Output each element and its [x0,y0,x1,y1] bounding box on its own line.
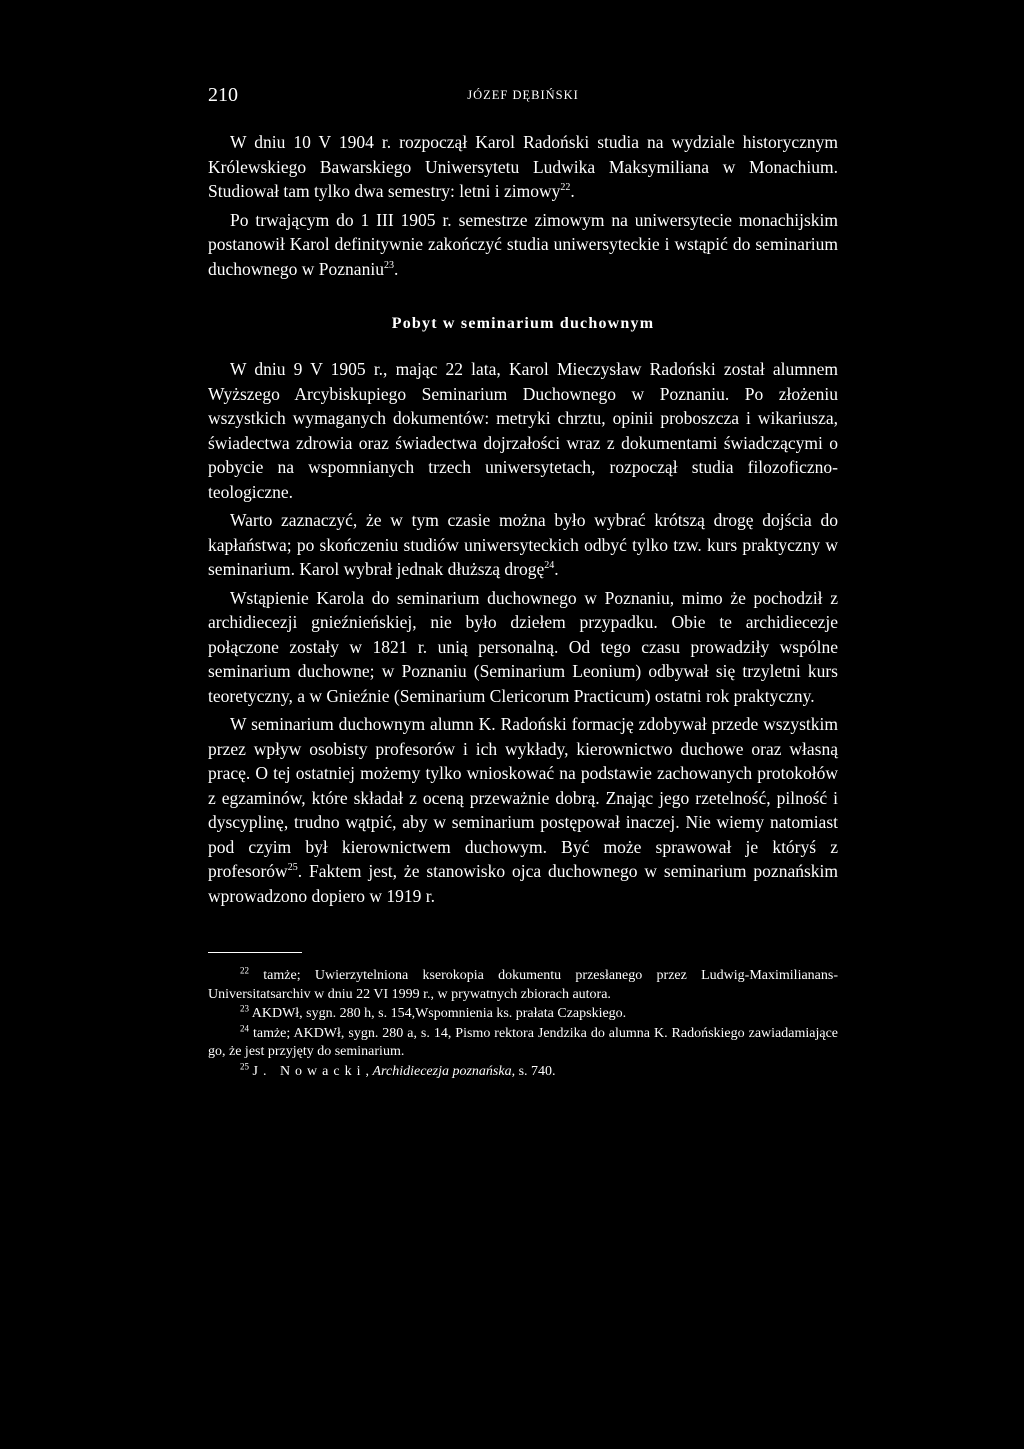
footnote-mark: 24 [240,1022,249,1033]
footnotes [208,952,838,1081]
paragraph [208,586,838,709]
paragraph [208,208,838,282]
footnote [208,967,838,1004]
paragraph [208,357,838,504]
paragraph-text: W seminarium duchownym alumn K. Radoński formację zdobywał przede wszystkim przez wpływ osobisty profesorów i ich wykłady, kierownictwo duchowe oraz własną pracę. O tej ostatniej możemy tylko wnioskować na podstawie zachowanych protokołów z egzaminów, które składał z oceną przeważnie dobrą. Znając jego rzetelność, pilność i dyscyplinę, trudno wątpić, aby w seminarium postępował inaczej. Nie wiemy natomiast pod czyim był kierownictwem duchowym. Być może sprawował je któryś z profesorów [208,714,838,881]
paragraph [208,712,838,908]
page-content [208,84,838,1082]
paragraph-text-tail: . [554,559,559,579]
paragraph-text: W dniu 9 V 1905 r., mając 22 lata, Karol Mieczysław Radoński został alumnem Wyższego Arcybiskupiego Seminarium Duchownego w Poznaniu. Po złożeniu wszystkich wymaganych dokumentów: metryki chrztu, opinii proboszcza i wikariusza, świadectwa zdrowia oraz świadectwa dojrzałości wraz z dokumentami świadczącymi o pobycie na wspomnianych trzech uniwersytetach, rozpoczął studia filozoficzno-teologiczne. [208,359,838,502]
footnote-text: tamże; Uwierzytelniona kserokopia dokumentu przesłanego przez Ludwig-Maximilianans-Universitatsarchiv w dniu 22 VI 1999 r., w prywatnych zbiorach autora. [208,968,838,1002]
paragraph-text-tail: . Faktem jest, że stanowisko ojca duchownego w seminarium poznańskim wprowadzono dopiero w 1919 r. [208,861,838,906]
body-text [208,130,838,908]
footnote-rule [208,952,302,953]
running-title: JÓZEF DĘBIŃSKI [467,88,579,102]
footnote-title: Archidiecezja poznańska [372,1063,512,1079]
footnote-text: , s. 740. [511,1063,556,1079]
footnote-text: AKDWł, sygn. 280 h, s. 154,Wspomnienia ks. prałata Czapskiego. [251,1006,627,1021]
paragraph-text-tail: . [570,181,575,201]
footnote-mark: 23 [240,1003,249,1014]
page-number: 210 [208,84,238,106]
footnote-ref: 22 [560,182,571,194]
footnote-ref: 25 [287,862,298,874]
section-heading: Pobyt w seminarium duchownym [391,315,655,332]
footnote-ref: 23 [383,259,394,271]
footnote [208,1022,838,1062]
footnote-text: tamże; AKDWł, sygn. 280 a, s. 14, Pismo rektora Jendzika do alumna K. Radońskiego zawiadamiające go, że jest przyjęty do seminarium. [208,1025,838,1059]
paragraph [208,508,838,582]
footnote-author: J. Nowacki [252,1063,366,1079]
paragraph-text: Wstąpienie Karola do seminarium duchownego w Poznaniu, mimo że pochodził z archidiecezji gnieźnieńskiej, nie było dziełem przypadku. Obie te archidiecezje połączone zostały w 1821 r. unią personalną. Od tego czasu prowadziły wspólne seminarium duchowne; w Poznaniu (Seminarium Leonium) odbywał się trzyletni kurs teoretyczny, a w Gnieźnie (Seminarium Clericorum Practicum) ostatni rok praktyczny. [208,587,838,706]
footnote [208,1005,838,1024]
paragraph-text: Po trwającym do 1 III 1905 r. semestrze zimowym na uniwersytecie monachijskim postanowił Karol definitywnie zakończyć studia uniwersyteckie i wstąpić do seminarium duchownego w Poznaniu [208,209,838,279]
footnote-mark: 22 [240,965,249,976]
paragraph-text: W dniu 10 V 1904 r. rozpoczął Karol Radoński studia na wydziale historycznym Królewskiego Bawarskiego Uniwersytetu Ludwika Maksymiliana w Monachium. Studiował tam tylko dwa semestry: letni i zimowy [208,132,838,201]
paragraph [208,130,838,204]
paragraph-text-tail: . [393,258,399,279]
footnote [208,1060,838,1082]
footnote-ref: 24 [544,560,555,572]
running-head [208,84,838,110]
paragraph-text: Warto zaznaczyć, że w tym czasie można było wybrać krótszą drogę dojścia do kapłaństwa; po skończeniu studiów uniwersyteckich odbyć tylko tzw. kurs praktyczny w seminarium. Karol wybrał jednak dłuższą drogę [208,510,838,579]
footnote-separator: , [365,1063,373,1079]
footnote-mark: 25 [240,1060,249,1071]
